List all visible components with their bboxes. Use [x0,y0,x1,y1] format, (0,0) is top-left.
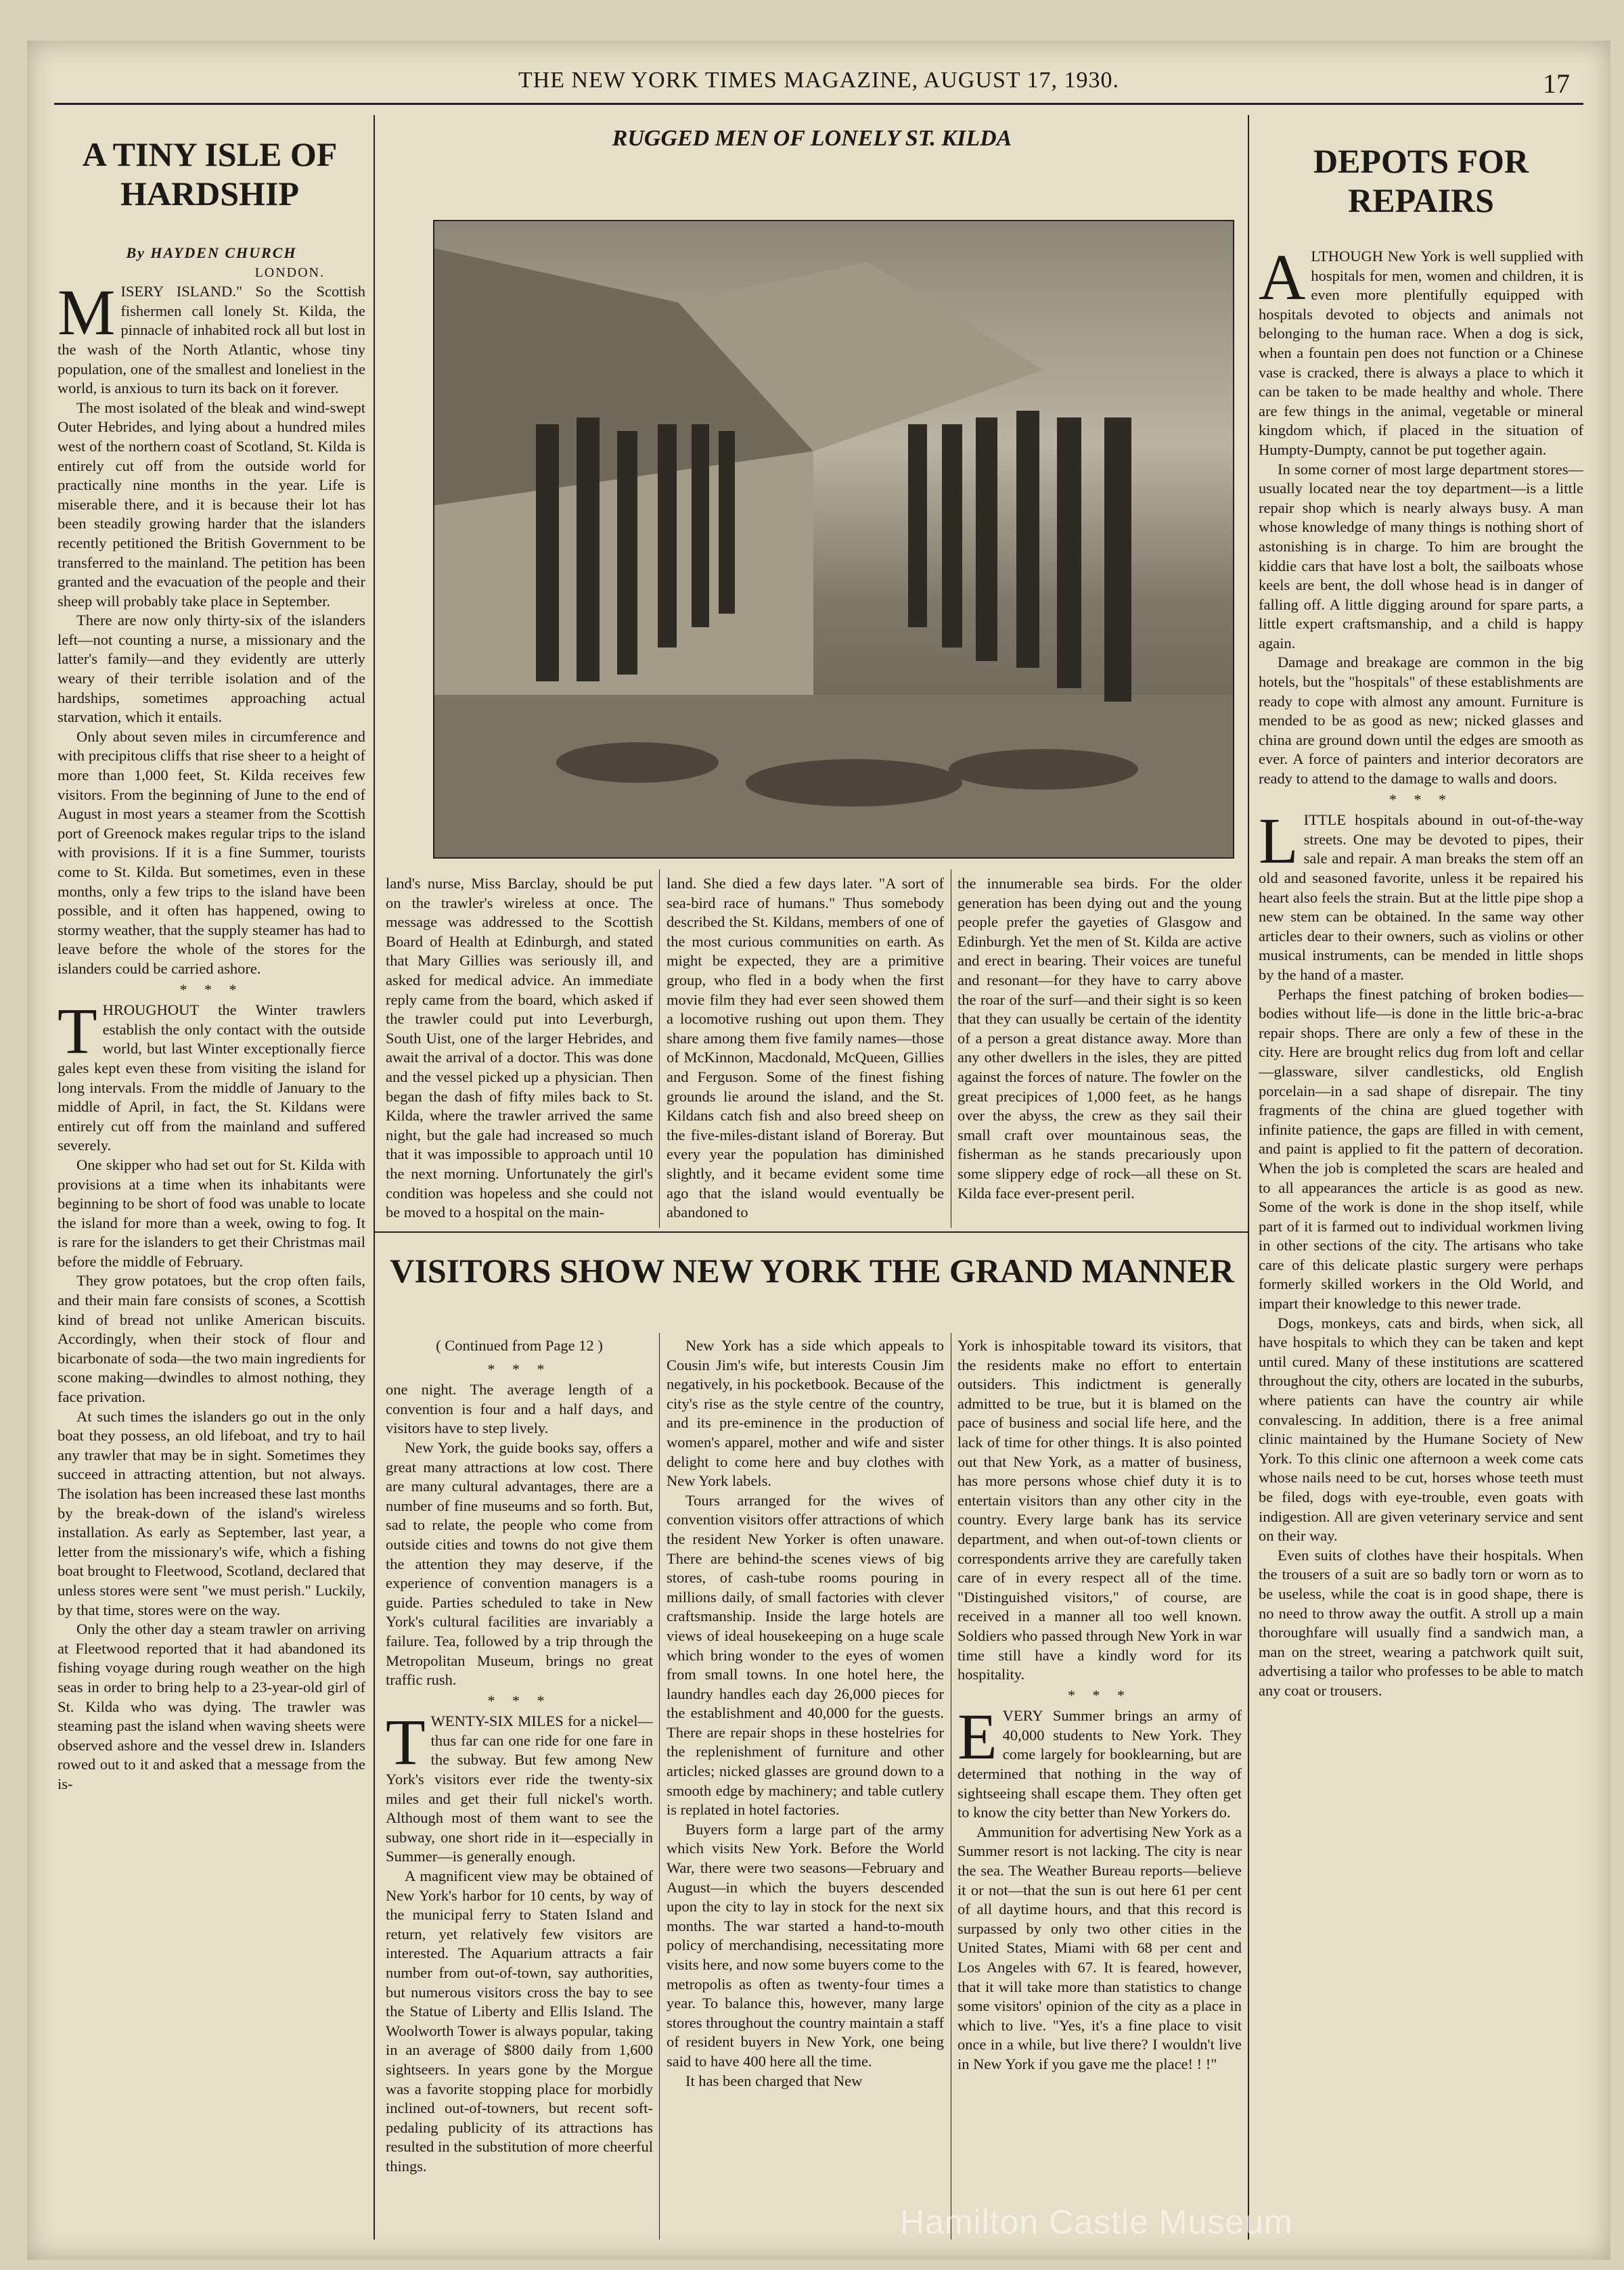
visitors-col-3 [957,1336,1242,2240]
tiny-isle-article [58,237,365,2240]
paragraph: LITTLE hospitals abound in out-of-the-way streets. One may be devoted to pipes, their sale and repair. A man breaks the stem off an old and seasoned favorite, unless it be repaired his heart also feels the strain. But at the little pipe shop a new stem can be obtained. In the same way other articles dear to their owners, such as violins or other musical instruments, can be mended in little shops by the hand of a master. [1259,804,1583,983]
paragraph: ALTHOUGH New York is well supplied with hospitals for men, women and children, it is even more plentifully equipped with hospitals devoted to objects and animals not belonging to the human race. When a dog is sick, when a fountain pen does not function or a Chinese vase is cracked, there is always a place to which it can be taken to be made healthy and whole. There are few things in the animal, vegetable or mineral kingdom which, if placed in the situation of Humpty-Dumpty, cannot be put together again. [1259,247,1583,458]
paragraph: New York, the guide books say, offers a great many attractions at low cost. There are many cultural advantages, there are a number of fine museums and so forth. But, sad to relate, the people who come from outside cities and towns do not give them the attention they may deserve, if the experience of convention managers is a guide. Parties scheduled to take in New York's cultural facilities are invariably a failure. Tea, followed by a trip through the Metropolitan Museum, brings no great traffic rush. [386,1438,653,1689]
paragraph: EVERY Summer brings an army of 40,000 students to New York. They come largely for booklearning, but are determined that nothing in the way of sightseeing shall escape them. They often get to know the city better than New Yorkers do. [957,1700,1242,1821]
newspaper-page [27,41,1610,2260]
paragraph: The most isolated of the bleak and wind-swept Outer Hebrides, and lying about a hundred miles west of the northern coast of Scotland, St. Kilda is entirely cut off from the outside world for practically nine months in the year. Life is miserable there, and it is because their lot has been steadily growing harder that the islanders recently petitioned the British Government to be transferred to the mainland. The petition has been granted and the evacuation of the people and their sheep will probably take place in September. [58,399,365,610]
dropcap: T [58,995,97,1068]
paragraph: It has been charged that New [685,2072,863,2089]
depots-article [1259,247,1583,2240]
section-stars: * * * [179,980,244,998]
column-rule-2 [1248,115,1249,2240]
paragraph: Tours arranged for the wives of convention visitors offer attractions of which the resident New Yorker is often unaware. There are behind-the scenes views of big stores, of cash-tube rooms pouring in millions daily, of small factories with clever craftsmanship. Inside the large hotels are views of ideal housekeeping on a huge scale which bring wonder to the eyes of women from small towns. In one hotel here, the laundry handles each day 26,000 pieces for the establishment and 40,000 for the guests. There are repair shops in these hostelries for the replenishment of furniture and other articles; nicked glasses are ground down to a smooth edge by machinery; and table cutlery is replated in hotel factories. [667,1491,944,1819]
section-stars: * * * [1389,790,1453,808]
tiny-isle-cont-col-2: land. She died a few days later. "A sort of sea-bird race of humans." Thus somebody described the St. Kildans, members of one of the most curious communities on earth. As might be expected, they are a primitive group, who fled in a body when the first movie film they had ever seen showed them a locomotive rushing out upon them. They share among them five family names—those of McKinnon, Macdonald, McQueen, Gillies and Ferguson. Some of the finest fishing grounds lie around the island, and the St. Kildans catch fish and also breed sheep on the five-miles-distant island of Boreray. But every year the population has diminished slightly, and it became evident some time ago that the island would eventually be abandoned to [667,875,944,1221]
paragraph: Ammunition for advertising New York as a Summer resort is not lacking. The city is near the sea. The Weather Bureau reports—believe it or not—that the sun is out here 61 per cent of all daytime hours, and that this record is surpassed by only two other cities in the United States, Miami with 68 per cent and Los Angeles with 67. It is feared, however, that it will take more than statistics to change some visitors' opinion of the city as a place in which to live. "Yes, it's a fine place to visit once in a while, but live there? I wouldn't live in New York if you gave me the place! ! !" [957,1823,1242,2072]
photo-illustration [434,221,1233,857]
visitors-col-1 [386,1336,653,2240]
masthead-rule [54,103,1583,105]
section-rule [375,1231,1248,1233]
dropcap: A [1259,247,1306,313]
section-stars: * * * [1068,1686,1131,1704]
paragraph: THROUGHOUT the Winter trawlers establish the only contact with the outside world, but last Winter exceptionally fierce gales kept even these from visiting the island for long intervals. From the middle of January to the middle of April, in fact, the St. Kildans were entirely cut off from the mainland and suffered severely. [58,995,365,1154]
paragraph: They grow potatoes, but the crop often fails, and their main fare consists of scones, a Scottish kind of bread not unlike American biscuits. Accordingly, when their stock of flour and bicarbonate of soda—the two main ingredients for scone making—dwindles to almost nothing, they face privation. [58,1272,365,1406]
st-kilda-photograph [433,220,1234,859]
dateline: LONDON. [254,265,325,280]
paragraph: Buyers form a large part of the army which visits New York. Before the World War, there were two seasons—February and August—in which the buyers descended upon the city to lay in stock for the next six months. The war started a hand-to-mouth policy of merchandising, necessitating more visits here, and now some buyers come to the metropolis as often as twenty-four times a year. To balance this, however, many large stores throughout the country maintain a staff of resident buyers in New York, one being said to have 400 here all the time. [667,1820,944,2070]
paragraph: one night. The average length of a convention is four and a half days, and visitors have to step lively. [386,1381,653,1437]
paragraph: Dogs, monkeys, cats and birds, when sick, all have hospitals to which they can be taken and kept until cured. Many of these institutions are scattered throughout the city, others are located in the suburbs, where patients can have the country air while convalescing. In addition, there is a free animal clinic maintained by the Humane Society of New York. To this clinic one afternoon a week come cats whose nails need to be cut, horses whose teeth must be filed, dogs with eye-trouble, even goats with indigestion. All are given veterinary service and sent on their way. [1259,1314,1583,1545]
section-stars: * * * [487,1360,551,1378]
dropcap: T [386,1706,426,1779]
paragraph: One skipper who had set out for St. Kilda with provisions at a time when its inhabitants were beginning to be short of food was unable to locate the island for more than a week, owing to fog. It is rare for the islanders to get their Christmas mail before the middle of February. [58,1156,365,1270]
section-stars: * * * [487,1692,551,1709]
paragraph: There are now only thirty-six of the islanders left—not counting a nurse, a missionary and the latter's family—and they evidently are utterly weary of their terrible isolation and of the hardships, sometimes approaching actual starvation, which it entails. [58,612,365,726]
tiny-isle-cont-col-1: land's nurse, Miss Barclay, should be put on the trawler's wireless at once. The message was addressed to the Scottish Board of Health at Edinburgh, and stated that Mary Gillies was seriously ill, and asked for medical advice. An immediate reply came from the board, which asked if the trawler could put into Leverburgh, South Uist, one of the larger Hebrides, and await the arrival of a doctor. This was done and the vessel picked up a physician. Then began the dash of fifty miles back to St. Kilda, where the trawler arrived the same night, but the gale had increased so much that it was impossible to approach until 10 the next morning. Unfortunately the girl's condition was hopeless and she could not be moved to a hospital on the main- [386,875,653,1221]
continued-note: ( Continued from Page 12 ) [436,1337,603,1354]
depots-headline: DEPOTS FOR REPAIRS [1313,142,1529,219]
dropcap: E [957,1700,997,1773]
tiny-isle-headline: A TINY ISLE OF HARDSHIP [82,135,338,212]
visitors-headline: VISITORS SHOW NEW YORK THE GRAND MANNER [390,1252,1234,1290]
tiny-isle-cont-col-3: the innumerable sea birds. For the older generation has been dying out and the young people prefer the gayeties of Glasgow and Edinburgh. Yet the men of St. Kilda are active and erect in bearing. Their voices are tuneful and resonant—for they have to carry above the roar of the surf—and their sight is so keen that they can usually be certain of the identity of a person a great distance away. More than any other dwellers in the isles, they are pitted against the forces of nature. The fowler on the great precipices of 1,000 feet, as he hangs over the abyss, the crew as they sail their small craft over mountainous seas, the fisherman as he stands precariously upon some slippery edge of rock—all these on St. Kilda face ever-present peril. [957,875,1242,1202]
paragraph: Only about seven miles in circumference and with precipitous cliffs that rise sheer to a height of more than 1,000 feet, St. Kilda receives few visitors. From the beginning of June to the end of August in most years a steamer from the Scottish port of Greenock makes regular trips to the island with provisions. If it is a fine Summer, tourists come to St. Kilda. But sometimes, even in these months, only a few trips to the island have been possible, and it often has happened, owing to stormy weather, that the supply steamer has had to leave before the whole of the stores for the islanders could be carried ashore. [58,727,365,977]
museum-watermark: Hamilton Castle Museum [900,2203,1293,2241]
photo-caption: RUGGED MEN OF LONELY ST. KILDA [612,126,1012,151]
visitors-col-2 [667,1336,944,2240]
paragraph: Perhaps the finest patching of broken bodies—bodies without life—is done in the little bric-a-brac repair shops. There are only a few of these in the city. Here are brought relics dug from loft and cellar—glassware, silver candlesticks, old English porcelain—in a sad shape of disrepair. The tiny fragments of the china are glued together with infinite patience, the gaps are filled in with cement, and paint is applied to fit the pattern of decoration. When the job is completed the scars are healed and to all appearances the article is as good as new. Some of the work is done in the shop itself, while part of it is farmed out to individual workmen living in other sections of the city. The artisans who take care of this delicate plastic surgery were perhaps formerly skilled workers in the Old World, and impart their knowledge to this newer trade. [1259,985,1583,1313]
column-rule-1 [374,115,375,2240]
dropcap: L [1259,804,1299,878]
paragraph: Even suits of clothes have their hospitals. When the trousers of a suit are so badly torn or worn as to be useless, while the coat is in good shape, there is no need to throw away the outfit. A stroll up a main thoroughfare will usually find a sandwich man, a man on the street, wearing a patchwork quilt suit, advertising a tailor who professes to be able to match any coat or trousers. [1259,1546,1583,1699]
paragraph: York is inhospitable toward its visitors, that the residents make no effort to entertain outsiders. This indictment is generally admitted to be true, but it is blamed on the pace of business and social life here, and the lack of time for other things. It is also pointed out that New York, as a matter of business, has more persons whose chief duty it is to entertain visitors than any other city in the country. Every large bank has its service department, and when out-of-town clients or correspondents arrive they are carefully taken care of in every respect all of the time. "Distinguished visitors," of course, are received in a manner all too well known. Soldiers who passed through New York in war time still have a kindly word for its hospitality. [957,1337,1242,1683]
paragraph: At such times the islanders go out in the only boat they possess, an old lifeboat, and try to hail any trawler that may be in sight. Sometimes they succeed in attracting attention, but not always. The isolation has been increased these last months by the break-down of the island's wireless installation. As early as September, last year, a letter from the missionary's wife, which a fishing boat brought to Fleetwood, Scotland, declared that unless stores were sent "we must perish." Luckily, by that time, stores were on the way. [58,1407,365,1618]
paragraph: A magnificent view may be obtained of New York's harbor for 10 cents, by way of the municipal ferry to Staten Island and return, yet relatively few visitors are interested. The Aquarium attracts a fair number from out-of-town, say authorities, but numerous visitors cross the bay to see the Statue of Liberty and Ellis Island. The Woolworth Tower is always popular, taking in an average of $800 daily from 1,600 sightseers. In years gone by the Morgue was a favorite stopping place for morbidly inclined out-of-towners, but recent soft-pedaling publicity of its attractions has resulted in the substitution of more cheerful things. [386,1867,653,2175]
paragraph: In some corner of most large department stores—usually located near the toy department—is a little repair shop which is nearly always busy. A man whose knowledge of many things is nothing short of astonishing is in charge. To him are brought the kiddie cars that have lost a bolt, the sailboats whose keels are bent, the doll whose head is in danger of falling off. A little digging around for spare parts, a little expert craftsmanship, and a child is happy again. [1259,460,1583,652]
masthead: THE NEW YORK TIMES MAGAZINE, AUGUST 17, 1930. [518,68,1120,93]
dropcap: M [58,276,116,349]
byline: By HAYDEN CHURCH [126,244,297,261]
paragraph: TWENTY-SIX MILES for a nickel—thus far can one ride for one fare in the subway. But few among New York's visitors ever ride the twenty-six miles and get their full nickel's worth. Although most of them want to see the subway, one short ride in it—especially in Summer—is generally enough. [386,1706,653,1865]
paragraph: Damage and breakage are common in the big hotels, but the "hospitals" of these establishments are ready to cope with almost any amount. Furniture is mended to be as good as new; nicked glasses and china are ground down until the edges are smooth as ever. A force of painters and interior decorators are ready to attend to the damage to walls and doors. [1259,654,1583,788]
column-rule-5 [659,1333,660,2240]
column-rule-3 [659,869,660,1228]
paragraph: New York has a side which appeals to Cousin Jim's wife, but interests Cousin Jim negatively, in his pocketbook. Because of the city's rise as the style centre of the country, and its pre-eminence in the production of women's apparel, mother and wife and sister delight to come here and buy clothes with New York labels. [667,1337,944,1490]
paragraph: Only the other day a steam trawler on arriving at Fleetwood reported that it had abandoned its fishing voyage during rough weather on the high seas in order to bring help to a 23-year-old girl of St. Kilda who was dying. The trawler was steaming past the island when waving sheets were observed ashore and the vessel drew in. Islanders rowed out to it and asked that a message from the is- [58,1620,365,1792]
page-number: 17 [1543,68,1570,99]
paragraph: MISERY ISLAND." So the Scottish fishermen call lonely St. Kilda, the pinnacle of inhabited rock all but lost in the wash of the North Atlantic, whose tiny population, one of the smallest and loneliest in the world, is anxious to turn its back on it forever. [58,276,365,397]
